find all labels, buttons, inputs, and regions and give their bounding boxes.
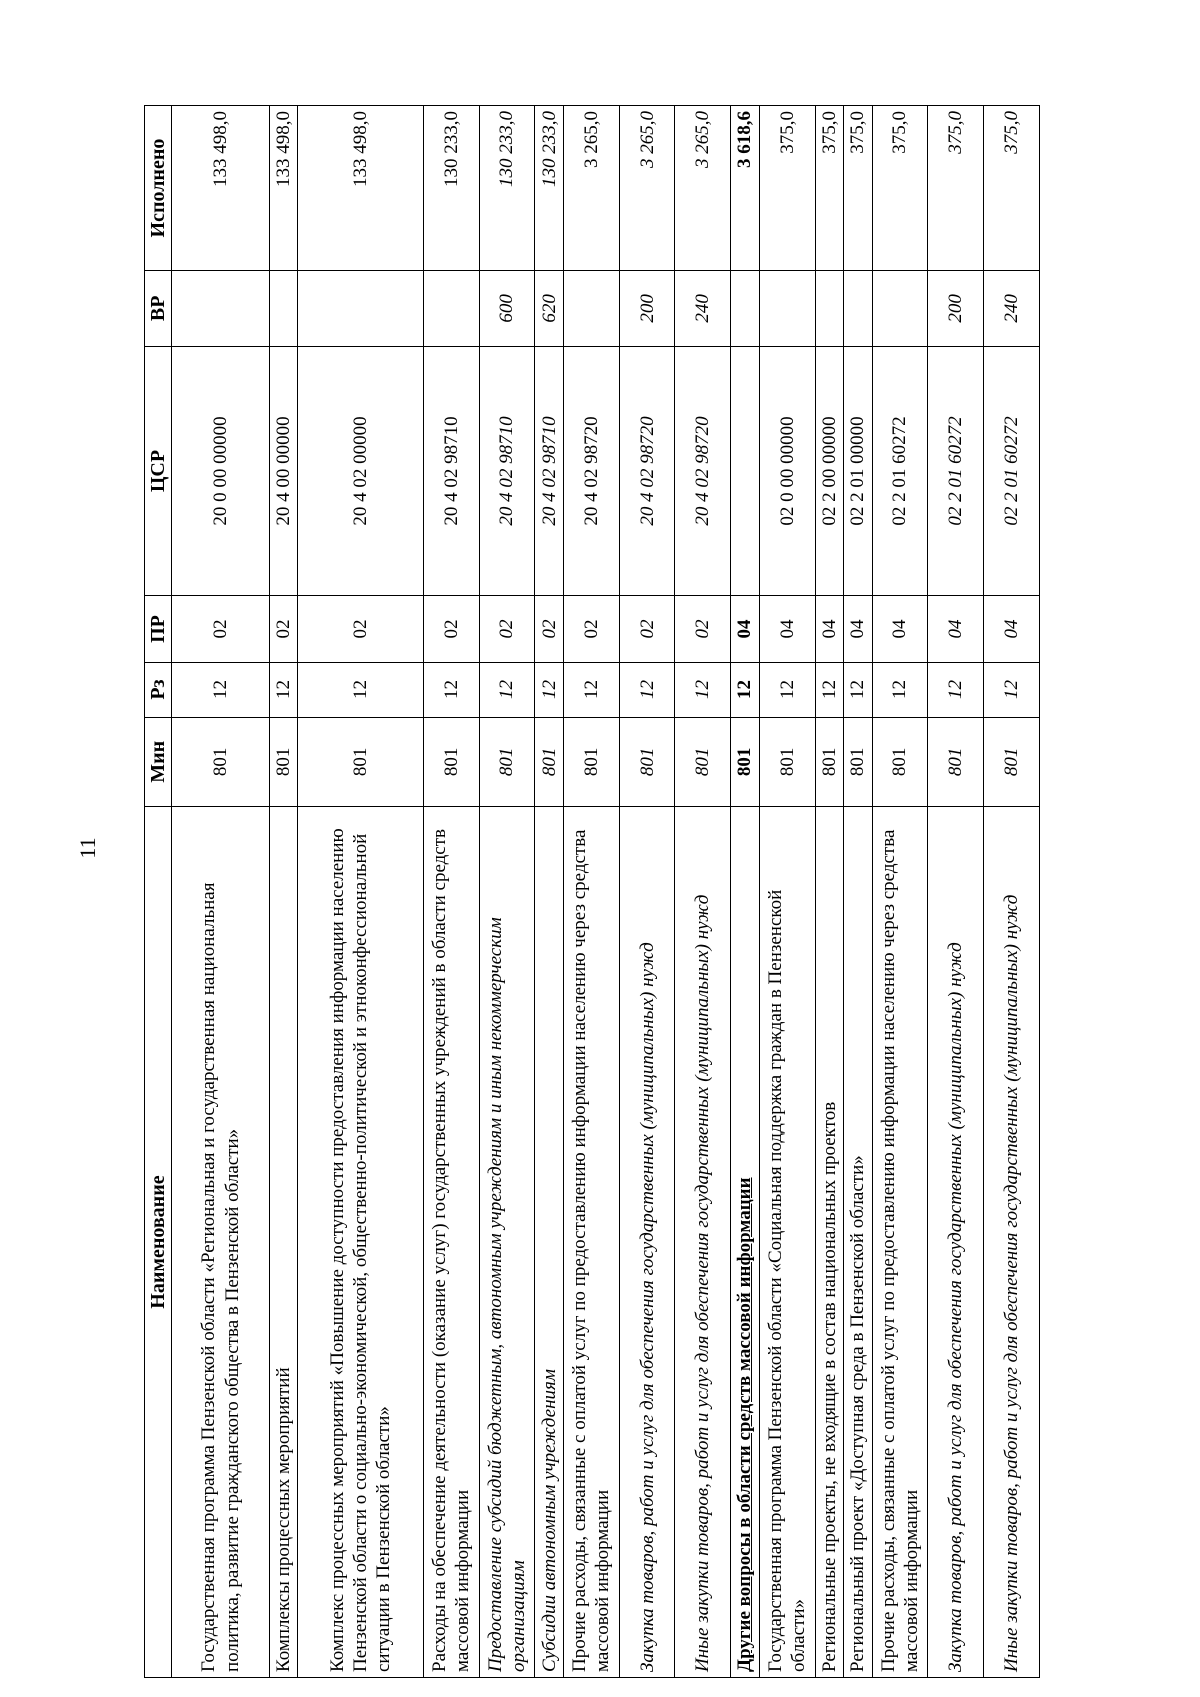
cell-name: Региональный проект «Доступная среда в Пензенской области»: [844, 807, 873, 1678]
cell-pr: 02: [479, 596, 535, 662]
cell-done: 130 233,0: [535, 106, 564, 271]
table-row: [619, 106, 675, 1678]
cell-done: 375,0: [844, 106, 873, 271]
cell-rz: 12: [563, 662, 619, 717]
cell-pr: 04: [731, 596, 760, 662]
cell-done: 375,0: [815, 106, 844, 271]
cell-pr: 04: [844, 596, 873, 662]
page-number: 11: [75, 837, 100, 859]
cell-name: Другие вопросы в области средств массовой информации: [731, 807, 760, 1678]
cell-vr: 600: [479, 271, 535, 346]
cell-rz: 12: [759, 662, 815, 717]
cell-pr: 02: [563, 596, 619, 662]
cell-pr: 02: [298, 596, 424, 662]
cell-name: Комплексы процессных мероприятий: [269, 807, 298, 1678]
table-row: [479, 106, 535, 1678]
cell-csr: 02 2 01 60272: [928, 346, 984, 596]
header-rz: Рз: [145, 662, 172, 717]
table-row: [759, 106, 815, 1678]
cell-min: 801: [298, 717, 424, 807]
table-body: [172, 106, 1040, 1678]
cell-name: Расходы на обеспечение деятельности (оказание услуг) государственных учреждений в области средств массовой информации: [423, 807, 479, 1678]
cell-vr: 240: [675, 271, 731, 346]
cell-rz: 12: [872, 662, 928, 717]
cell-name: Комплекс процессных мероприятий «Повышение доступности предоставления информации населению Пензенской области о социально-экономической, общественно-политической и этноконфессиональной ситуации в Пензенской области»: [298, 807, 424, 1678]
cell-vr: 200: [928, 271, 984, 346]
cell-pr: 04: [872, 596, 928, 662]
cell-name: Иные закупки товаров, работ и услуг для обеспечения государственных (муниципальных) нужд: [675, 807, 731, 1678]
table-row: [298, 106, 424, 1678]
cell-rz: 12: [535, 662, 564, 717]
cell-vr: [269, 271, 298, 346]
cell-csr: [731, 346, 760, 596]
cell-pr: 04: [928, 596, 984, 662]
cell-vr: [298, 271, 424, 346]
cell-pr: 02: [535, 596, 564, 662]
cell-done: 133 498,0: [172, 106, 269, 271]
cell-csr: 02 0 00 00000: [759, 346, 815, 596]
cell-done: 3 265,0: [619, 106, 675, 271]
cell-min: 801: [844, 717, 873, 807]
cell-min: 801: [479, 717, 535, 807]
cell-rz: 12: [928, 662, 984, 717]
cell-done: 130 233,0: [423, 106, 479, 271]
cell-vr: [563, 271, 619, 346]
cell-min: 801: [928, 717, 984, 807]
cell-done: 3 265,0: [675, 106, 731, 271]
cell-rz: 12: [479, 662, 535, 717]
cell-name: Региональные проекты, не входящие в состав национальных проектов: [815, 807, 844, 1678]
cell-vr: [844, 271, 873, 346]
cell-vr: [172, 271, 269, 346]
cell-done: 375,0: [928, 106, 984, 271]
cell-pr: 04: [984, 596, 1040, 662]
cell-min: 801: [619, 717, 675, 807]
table-row: [984, 106, 1040, 1678]
cell-done: 130 233,0: [479, 106, 535, 271]
cell-pr: 02: [619, 596, 675, 662]
cell-vr: 620: [535, 271, 564, 346]
cell-pr: 04: [759, 596, 815, 662]
cell-min: 801: [675, 717, 731, 807]
cell-done: 375,0: [984, 106, 1040, 271]
cell-vr: [423, 271, 479, 346]
cell-name: Субсидии автономным учреждениям: [535, 807, 564, 1678]
cell-rz: 12: [984, 662, 1040, 717]
cell-csr: 20 4 02 98710: [479, 346, 535, 596]
cell-name: Предоставление субсидий бюджетным, автономным учреждениям и иным некоммерческим организациям: [479, 807, 535, 1678]
table-row: [563, 106, 619, 1678]
cell-pr: 02: [423, 596, 479, 662]
cell-rz: 12: [675, 662, 731, 717]
cell-pr: 04: [815, 596, 844, 662]
header-csr: ЦСР: [145, 346, 172, 596]
cell-csr: 20 4 02 00000: [298, 346, 424, 596]
cell-vr: [872, 271, 928, 346]
cell-min: 801: [872, 717, 928, 807]
cell-csr: 02 2 00 00000: [815, 346, 844, 596]
cell-csr: 20 4 02 98710: [535, 346, 564, 596]
cell-csr: 20 4 00 00000: [269, 346, 298, 596]
cell-name: Государственная программа Пензенской области «Социальная поддержка граждан в Пензенской области»: [759, 807, 815, 1678]
cell-vr: 240: [984, 271, 1040, 346]
table-row: [844, 106, 873, 1678]
cell-done: 3 265,0: [563, 106, 619, 271]
cell-min: 801: [563, 717, 619, 807]
table-row: [872, 106, 928, 1678]
cell-done: 133 498,0: [269, 106, 298, 271]
cell-min: 801: [269, 717, 298, 807]
table-row: [675, 106, 731, 1678]
cell-rz: 12: [423, 662, 479, 717]
table-row: [423, 106, 479, 1678]
cell-rz: 12: [815, 662, 844, 717]
cell-csr: 20 4 02 98720: [675, 346, 731, 596]
cell-min: 801: [759, 717, 815, 807]
cell-min: 801: [535, 717, 564, 807]
cell-name: Прочие расходы, связанные с оплатой услуг по предоставлению информации населению через средства массовой информации: [872, 807, 928, 1678]
cell-done: 3 618,6: [731, 106, 760, 271]
cell-csr: 02 2 01 60272: [872, 346, 928, 596]
cell-rz: 12: [298, 662, 424, 717]
cell-rz: 12: [619, 662, 675, 717]
table-header-row: [145, 106, 172, 1678]
table-row: [731, 106, 760, 1678]
cell-min: 801: [172, 717, 269, 807]
cell-csr: 20 4 02 98720: [619, 346, 675, 596]
header-min: Мин: [145, 717, 172, 807]
cell-min: 801: [731, 717, 760, 807]
cell-pr: 02: [172, 596, 269, 662]
table-row: [269, 106, 298, 1678]
cell-done: 375,0: [872, 106, 928, 271]
cell-vr: 200: [619, 271, 675, 346]
cell-rz: 12: [731, 662, 760, 717]
header-name: Наименование: [145, 807, 172, 1678]
budget-table: [144, 105, 1040, 1678]
cell-rz: 12: [844, 662, 873, 717]
cell-pr: 02: [269, 596, 298, 662]
cell-vr: [815, 271, 844, 346]
cell-min: 801: [423, 717, 479, 807]
cell-min: 801: [815, 717, 844, 807]
cell-name: Иные закупки товаров, работ и услуг для обеспечения государственных (муниципальных) нужд: [984, 807, 1040, 1678]
rotated-table-container: [144, 105, 1040, 1678]
cell-rz: 12: [172, 662, 269, 717]
cell-vr: [759, 271, 815, 346]
cell-done: 133 498,0: [298, 106, 424, 271]
cell-csr: 20 4 02 98720: [563, 346, 619, 596]
header-done: Исполнено: [145, 106, 172, 271]
cell-name: Государственная программа Пензенской области «Региональная и государственная национальная политика, развитие гражданского общества в Пензенской области»: [172, 807, 269, 1678]
cell-csr: 02 2 01 00000: [844, 346, 873, 596]
header-vr: ВР: [145, 271, 172, 346]
table-row: [172, 106, 269, 1678]
cell-rz: 12: [269, 662, 298, 717]
cell-name: Закупка товаров, работ и услуг для обеспечения государственных (муниципальных) нужд: [619, 807, 675, 1678]
cell-name: Прочие расходы, связанные с оплатой услуг по предоставлению информации населению через средства массовой информации: [563, 807, 619, 1678]
cell-csr: 02 2 01 60272: [984, 346, 1040, 596]
cell-vr: [731, 271, 760, 346]
header-pr: ПР: [145, 596, 172, 662]
table-row: [928, 106, 984, 1678]
cell-csr: 20 4 02 98710: [423, 346, 479, 596]
cell-pr: 02: [675, 596, 731, 662]
cell-name: Закупка товаров, работ и услуг для обеспечения государственных (муниципальных) нужд: [928, 807, 984, 1678]
cell-done: 375,0: [759, 106, 815, 271]
cell-csr: 20 0 00 00000: [172, 346, 269, 596]
table-row: [815, 106, 844, 1678]
cell-min: 801: [984, 717, 1040, 807]
table-row: [535, 106, 564, 1678]
